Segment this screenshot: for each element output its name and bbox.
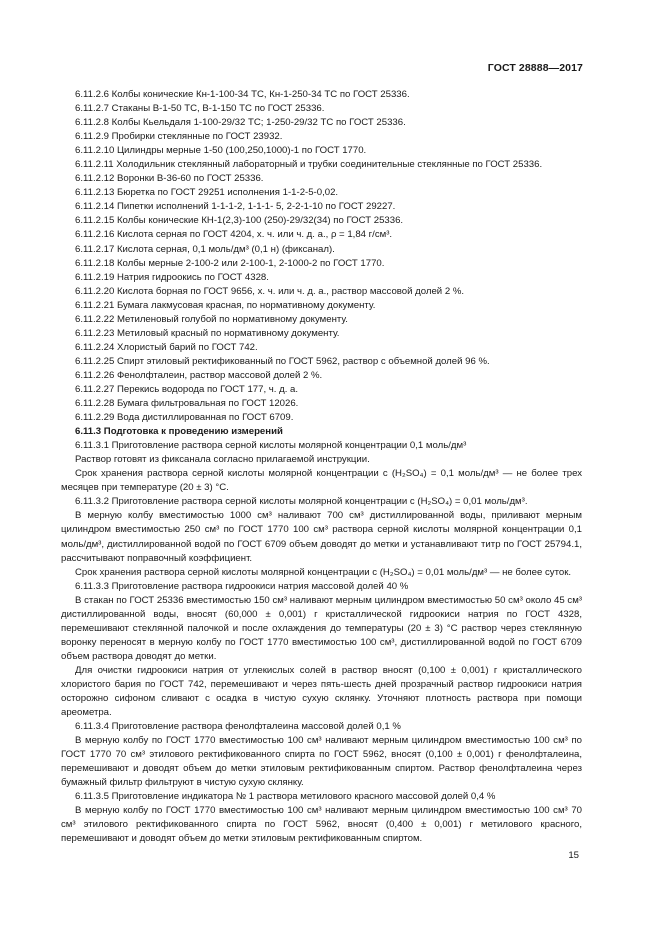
- paragraph: 6.11.3.5 Приготовление индикатора № 1 раствора метилового красного массовой долей 0,4 %: [75, 791, 496, 803]
- paragraph: 6.11.2.11 Холодильник стеклянный лабораторный и трубки соединительные стеклянные по ГОСТ 25336.: [75, 159, 543, 171]
- paragraph: 6.11.2.13 Бюретка по ГОСТ 29251 исполнения 1-1-2-5-0,02.: [75, 187, 339, 199]
- paragraph: 6.11.2.26 Фенолфталеин, раствор массовой долей 2 %.: [75, 369, 323, 381]
- paragraph: 6.11.2.28 Бумага фильтровальная по ГОСТ 12026.: [75, 398, 299, 410]
- paragraph: 6.11.2.14 Пипетки исполнений 1-1-1-2, 1-1-1- 5, 2-2-1-10 по ГОСТ 29227.: [75, 201, 396, 213]
- paragraph: 6.11.2.25 Спирт этиловый ректификованный по ГОСТ 5962, раствор с объемной долей 96 %.: [75, 355, 490, 367]
- paragraph: Срок хранения раствора серной кислоты молярной концентрации с (H₂SO₄) = 0,1 моль/дм³ — не более трех месяцев при температуре (20 ± 3) °С.: [61, 468, 582, 494]
- paragraph: В стакан по ГОСТ 25336 вместимостью 150 см³ наливают мерным цилиндром вместимостью 50 см³ около 45 см³ дистиллированной воды, вносят (60,000 ± 0,001) г кристаллической гидроокиси натрия по ГОСТ 4328, перемешивают стеклянной палочкой и после охлаждения до температуры (20 ± 3) °С раствор через стеклянную воронку переносят в мерную колбу по ГОСТ 1770 вместимостью 100 см³, дистиллированной водой по ГОСТ 6709 объем раствора доводят до метки.: [61, 594, 582, 662]
- paragraph: 6.11.3.4 Приготовление раствора фенолфталеина массовой долей 0,1 %: [75, 721, 401, 733]
- paragraph: В мерную колбу по ГОСТ 1770 вместимостью 100 см³ наливают мерным цилиндром вместимостью 100 см³ по ГОСТ 1770 70 см³ этилового ректификованного спирта по ГОСТ 5962, вносят (0,100 ± 0,001) г фенолфталеина, перемешивают и доводят объем до метки этиловым ректификованным спиртом. Раствор фенолфталеина через бумажный фильтр фильтруют в чистую сухую склянку.: [61, 735, 582, 789]
- paragraph: 6.11.2.8 Колбы Кьельдаля 1-100-29/32 ТС; 1-250-29/32 ТС по ГОСТ 25336.: [75, 117, 406, 129]
- paragraph: 6.11.2.16 Кислота серная по ГОСТ 4204, х. ч. или ч. д. а., ρ = 1,84 г/см³.: [75, 229, 393, 241]
- paragraph: 6.11.2.21 Бумага лакмусовая красная, по нормативному документу.: [75, 299, 376, 311]
- paragraph: 6.11.2.6 Колбы конические Кн-1-100-34 ТС, Кн-1-250-34 ТС по ГОСТ 25336.: [75, 89, 410, 100]
- standard-header: ГОСТ 28888—2017: [487, 62, 583, 74]
- paragraph: 6.11.2.17 Кислота серная, 0,1 моль/дм³ (0,1 н) (фиксанал).: [75, 243, 335, 255]
- document-body: [61, 88, 582, 847]
- paragraph: 6.11.2.10 Цилиндры мерные 1-50 (100,250,1000)-1 по ГОСТ 1770.: [75, 145, 367, 157]
- paragraph: 6.11.2.24 Хлористый барий по ГОСТ 742.: [75, 341, 258, 353]
- paragraph: 6.11.2.7 Стаканы В-1-50 ТС, В-1-150 ТС по ГОСТ 25336.: [75, 103, 325, 115]
- paragraph: 6.11.2.18 Колбы мерные 2-100-2 или 2-100-1, 2-1000-2 по ГОСТ 1770.: [75, 257, 385, 269]
- section-heading: 6.11.3 Подготовка к проведению измерений: [75, 426, 283, 438]
- paragraph: 6.11.2.22 Метиленовый голубой по нормативному документу.: [75, 313, 348, 325]
- paragraph: Для очистки гидроокиси натрия от углекислых солей в раствор вносят (0,100 ± 0,001) г кристаллического хлористого бария по ГОСТ 742, перемешивают и через пять-шесть дней прозрачный раствор гидроокиси натрия осторожно сифоном сливают с осадка в чистую сухую склянку. Уточняют плотность раствора при помощи ареометра.: [61, 664, 582, 719]
- paragraph: 6.11.3.1 Приготовление раствора серной кислоты молярной концентрации 0,1 моль/дм³: [75, 440, 467, 452]
- paragraph: Раствор готовят из фиксанала согласно прилагаемой инструкции.: [75, 454, 370, 466]
- page-number: 15: [568, 850, 579, 861]
- paragraph: В мерную колбу по ГОСТ 1770 вместимостью 100 см³ наливают мерным цилиндром вместимостью 100 см³ 70 см³ этилового ректификованного спирта по ГОСТ 5962, вносят (0,400 ± 0,001) г метилового красного, перемешивают и доводят объем до метки этиловым ректификованным спиртом.: [61, 805, 582, 845]
- paragraph: 6.11.3.2 Приготовление раствора серной кислоты молярной концентрации с (H₂SO₄) = 0,01 моль/дм³.: [75, 496, 528, 508]
- paragraph: 6.11.2.12 Воронки В-36-60 по ГОСТ 25336.: [75, 173, 264, 185]
- paragraph: 6.11.2.19 Натрия гидроокись по ГОСТ 4328.: [75, 271, 269, 283]
- paragraph: Срок хранения раствора серной кислоты молярной концентрации с (H₂SO₄) = 0,01 моль/дм³ — не более суток.: [75, 566, 572, 578]
- paragraph: 6.11.3.3 Приготовление раствора гидроокиси натрия массовой долей 40 %: [75, 580, 409, 592]
- paragraph: В мерную колбу вместимостью 1000 см³ наливают 700 см³ дистиллированной воды, приливают мерным цилиндром вместимостью 250 см³ по ГОСТ 1770 100 см³ раствора серной кислоты молярной концентрации 0,1 моль/дм³, дистиллированной водой по ГОСТ 6709 объем доводят до метки и устанавливают титр по ГОСТ 25794.1, рассчитывают поправочный коэффициент.: [61, 510, 582, 564]
- paragraph: 6.11.2.23 Метиловый красный по нормативному документу.: [75, 327, 340, 339]
- paragraph: 6.11.2.15 Колбы конические КН-1(2,3)-100 (250)-29/32(34) по ГОСТ 25336.: [75, 215, 404, 227]
- paragraph: 6.11.2.27 Перекись водорода по ГОСТ 177, ч. д. а.: [75, 383, 299, 395]
- paragraph: 6.11.2.20 Кислота борная по ГОСТ 9656, х. ч. или ч. д. а., раствор массовой долей 2 %.: [75, 285, 465, 297]
- paragraph: 6.11.2.29 Вода дистиллированная по ГОСТ 6709.: [75, 412, 294, 424]
- paragraph: 6.11.2.9 Пробирки стеклянные по ГОСТ 23932.: [75, 131, 283, 143]
